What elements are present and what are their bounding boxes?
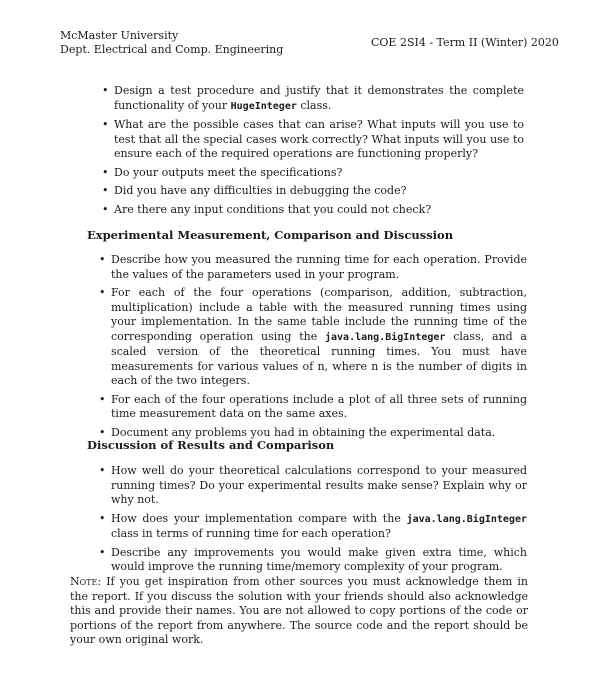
list-item — [99, 253, 527, 282]
department-name: Dept. Electrical and Comp. Engineering — [60, 43, 284, 56]
item-text: Are there any input conditions that you could not check? — [114, 202, 432, 216]
course-title: COE 2SI4 - Term II (Winter) 2020 — [371, 36, 559, 49]
discussion-list — [0, 464, 527, 575]
experimental-heading: Experimental Measurement, Comparison and Discussion — [87, 228, 454, 242]
bullet-icon: • — [99, 425, 106, 439]
item-text: Design a test procedure and justify that it demonstrates the complete functionality of your — [114, 84, 524, 112]
bullet-icon: • — [99, 253, 106, 266]
experimental-list — [0, 253, 527, 440]
item-text: For each of the four operations (comparison, addition, subtraction, multiplication) include a table with the measured running times using your implementation. In the same table include the running time of the corresponding operation using the — [111, 286, 527, 343]
list-item — [99, 511, 527, 542]
list-item — [102, 165, 524, 181]
bullet-icon: • — [99, 545, 106, 559]
list-item — [102, 84, 524, 114]
item-text: Document any problems you had in obtaining the experimental data. — [111, 425, 496, 439]
list-item — [99, 464, 527, 508]
list-item — [102, 184, 524, 199]
bullet-icon: • — [99, 392, 106, 406]
list-item — [99, 545, 527, 575]
experimental-section — [0, 253, 527, 444]
item-text: Did you have any difficulties in debugging the code? — [114, 184, 407, 197]
testing-section — [0, 84, 524, 221]
page-header — [0, 0, 611, 60]
list-item — [99, 286, 527, 389]
note-paragraph — [70, 575, 528, 648]
item-text: For each of the four operations include a plot of all three sets of running time measurement data on the same axes. — [111, 392, 527, 420]
item-text-post: class, and a scaled version of the theoretical running times. You must have measurements for various values of n, where n is the number of digits in each of the two integers. — [111, 329, 527, 387]
note-label: Note: — [70, 575, 102, 588]
discussion-section — [0, 464, 527, 579]
bullet-icon: • — [99, 286, 106, 299]
bullet-icon: • — [102, 165, 109, 179]
bullet-icon: • — [102, 84, 109, 97]
university-name: McMaster University — [60, 29, 179, 42]
item-text: Do your outputs meet the specifications? — [114, 165, 343, 179]
list-item — [102, 202, 524, 218]
discussion-heading: Discussion of Results and Comparison — [87, 438, 335, 452]
list-item — [102, 118, 524, 162]
item-text-post: class in terms of running time for each operation? — [111, 527, 391, 540]
item-text-post: class. — [296, 98, 332, 112]
header-left — [60, 29, 283, 57]
item-code: java.lang.BigInteger — [406, 513, 527, 525]
item-text: How well do your theoretical calculations correspond to your measured running times? Do your experimental results make sense? Explain why or why not. — [111, 464, 527, 506]
item-text: What are the possible cases that can arise? What inputs will you use to test that all the special cases work correctly? What inputs will you use to ensure each of the required operations are functioning properly? — [114, 118, 524, 160]
item-code: java.lang.BigInteger — [325, 331, 446, 343]
bullet-icon: • — [99, 464, 106, 477]
bullet-icon: • — [102, 184, 109, 197]
list-item — [99, 392, 527, 422]
note-text: If you get inspiration from other sources you must acknowledge them in the report. If you discuss the solution with your friends should also acknowledge this and provide their names. You are not allowed to copy portions of the code or portions of the report from anywhere. The source code and the report should be your own original work. — [70, 575, 528, 646]
item-text: Describe any improvements you would make given extra time, which would improve the running time/memory complexity of your program. — [111, 545, 527, 573]
bullet-icon: • — [102, 118, 109, 131]
bullet-icon: • — [102, 202, 109, 216]
item-text: Describe how you measured the running time for each operation. Provide the values of the parameters used in your program. — [111, 253, 527, 281]
item-text: How does your implementation compare with the — [111, 511, 407, 525]
item-code: HugeInteger — [230, 100, 297, 112]
bullet-icon: • — [99, 511, 106, 525]
testing-list — [0, 84, 524, 217]
